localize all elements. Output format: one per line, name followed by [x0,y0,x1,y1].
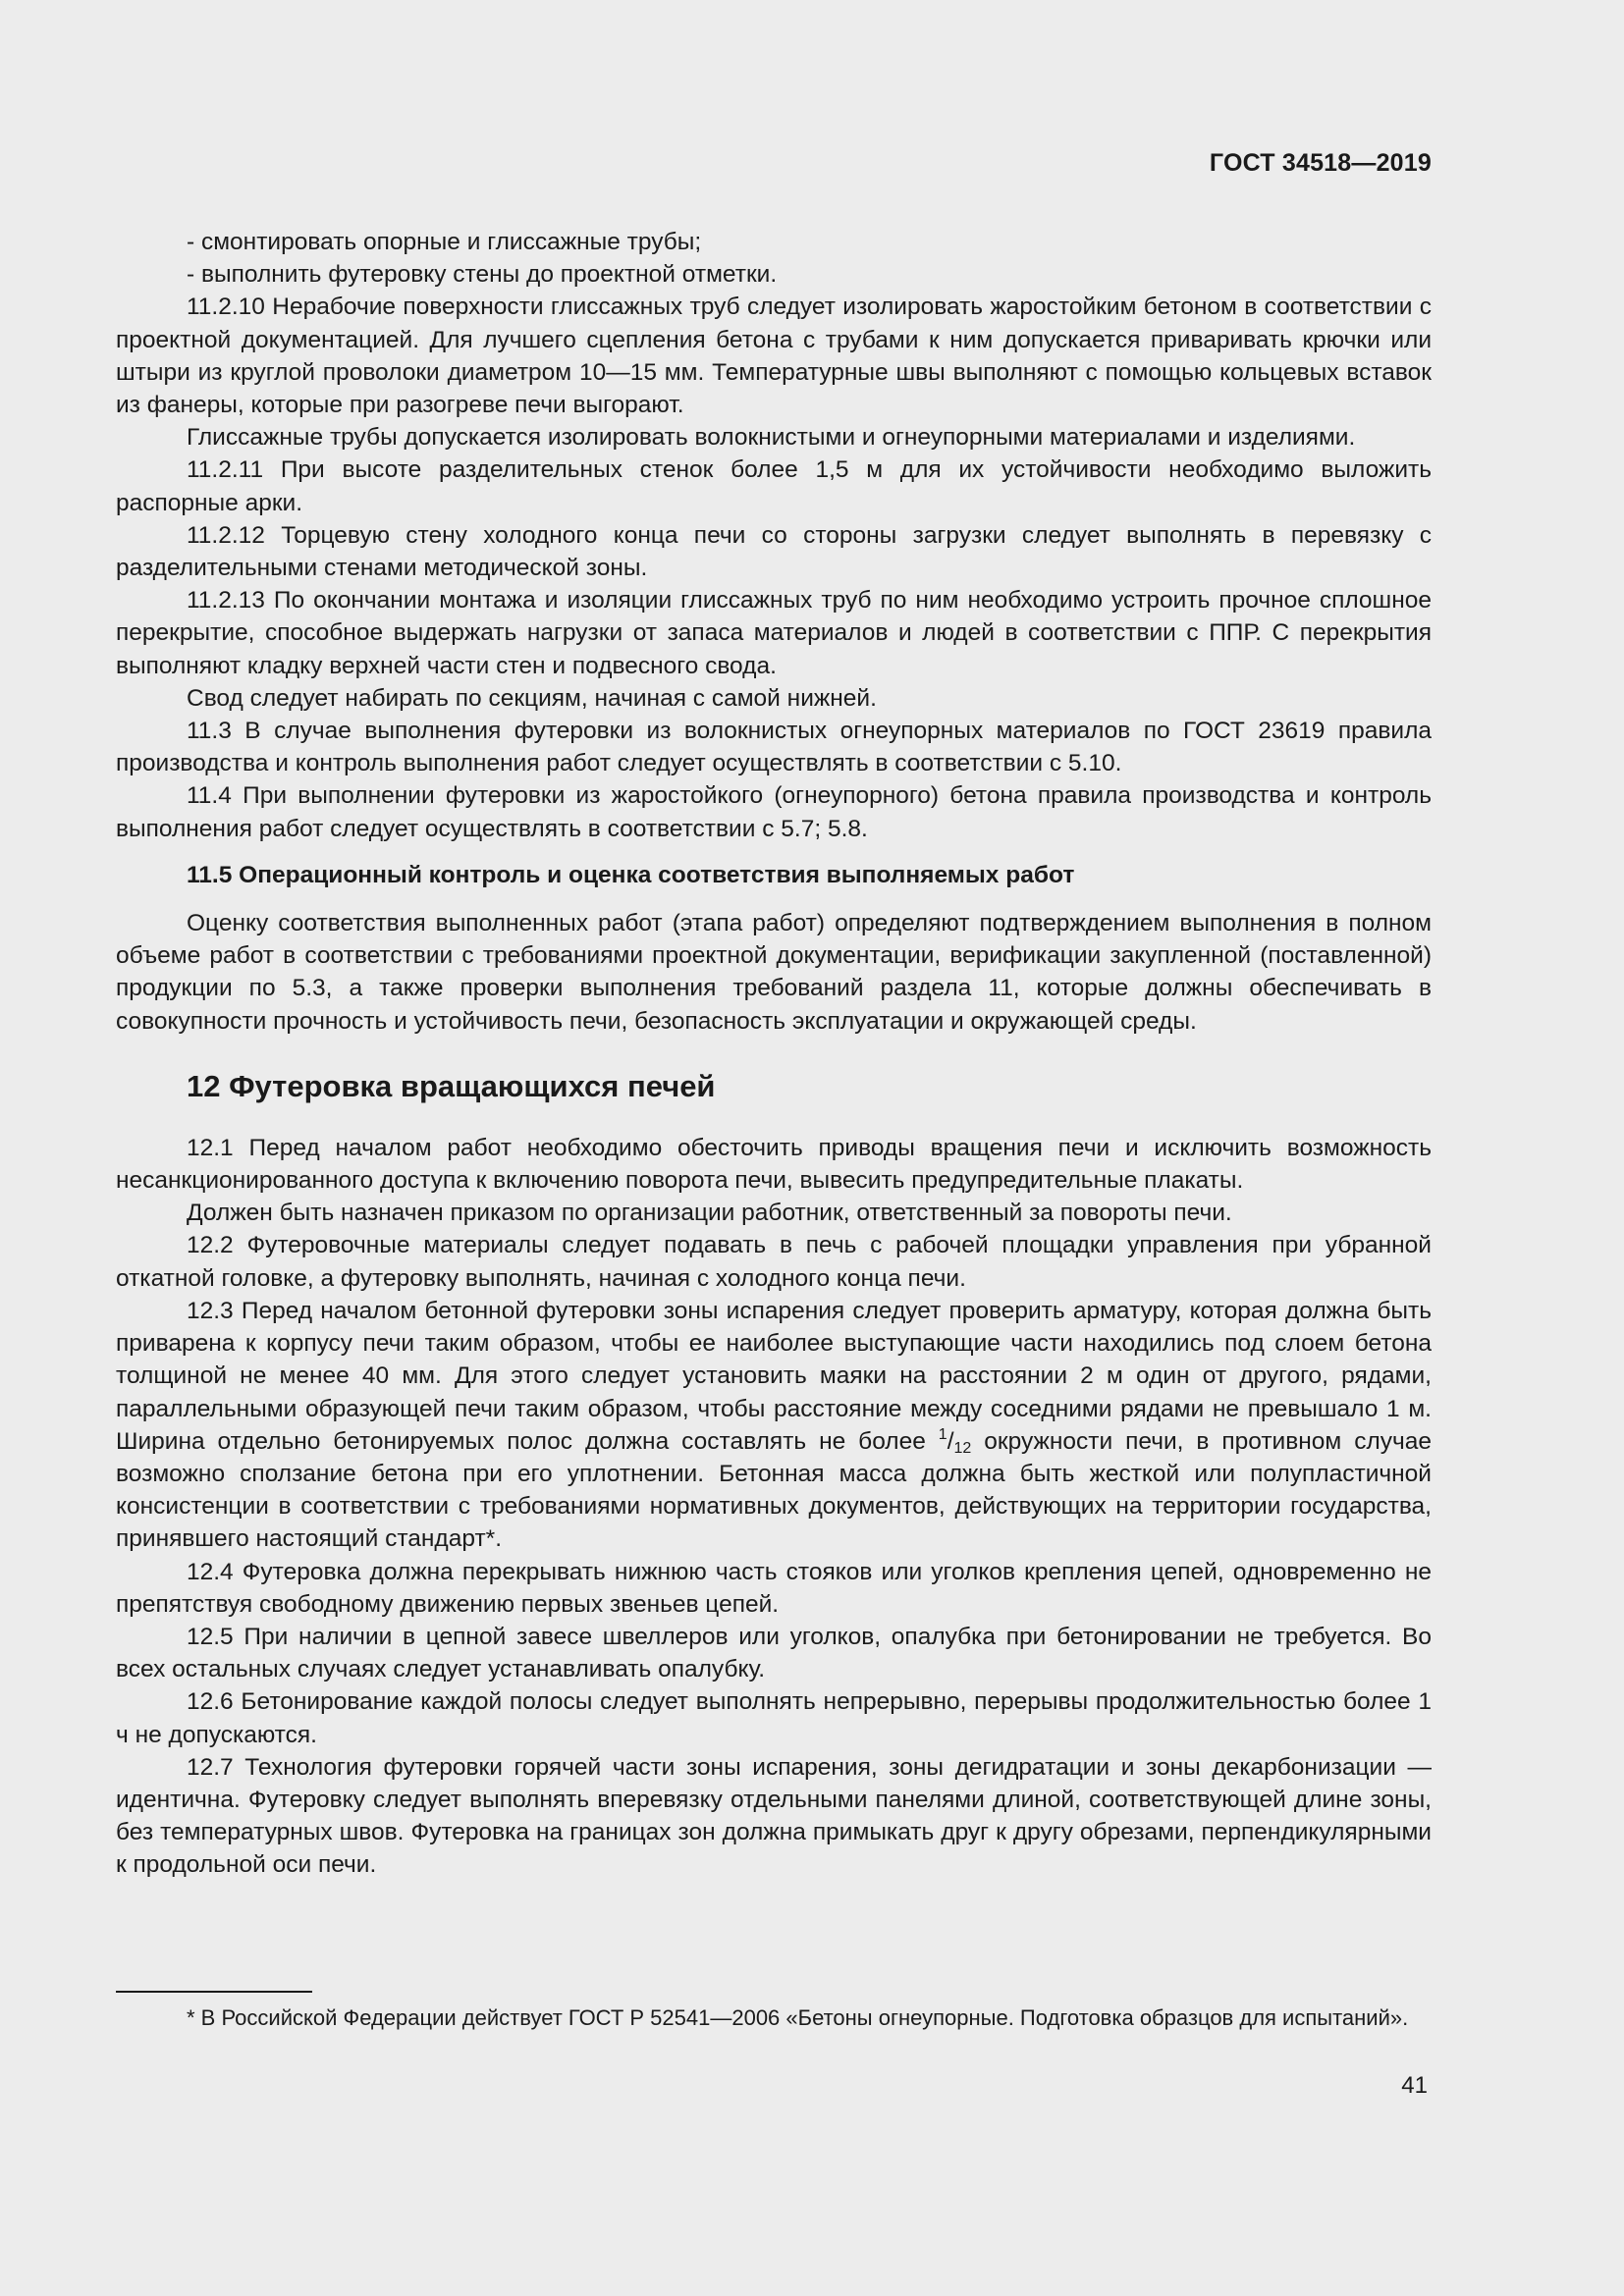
list-item-wall-lining: - выполнить футеровку стены до проектной отметки. [187,261,778,289]
paragraph-11-4: 11.4 При выполнении футеровки из жаростойкого (огнеупорного) бетона правила производства и контроль выполнения работ следует осуществлять в соответствии с 5.7; 5.8. [116,782,1432,842]
paragraph-11-2-11: 11.2.11 При высоте разделительных стенок более 1,5 м для их устойчивости необходимо выложить распорные арки. [116,456,1432,516]
paragraph-11-5: Оценку соответствия выполненных работ (этапа работ) определяют подтверждением выполнения в полном объеме работ в соответствии с требованиями проектной документации, верификации закупленной (поставленной) продукции по 5.3, а также проверки выполнения требований раздела 11, которые должны обеспечивать в совокупности прочность и устойчивость печи, безопасность эксплуатации и окружающей среды. [116,910,1432,1035]
paragraph-11-2-10: 11.2.10 Нерабочие поверхности глиссажных труб следует изолировать жаростойким бетоном в соответствии с проектной документацией. Для лучшего сцепления бетона с трубами к ним допускается приваривать крючки или штыри из круглой проволоки диаметром 10—15 мм. Температурные швы выполняют с помощью кольцевых вставок из фанеры, которые при разогреве печи выгорают. [116,294,1432,419]
document-body [116,226,1432,1882]
fraction-denominator: 12 [953,1439,972,1457]
paragraph-12-4: 12.4 Футеровка должна перекрывать нижнюю часть стояков или уголков крепления цепей, одновременно не препятствуя свободному движению первых звеньев цепей. [116,1558,1432,1618]
paragraph-12-5: 12.5 При наличии в цепной завесе швеллеров или уголков, опалубка при бетонировании не требуется. Во всех остальных случаях следует устанавливать опалубку. [116,1623,1432,1683]
footnote: * В Российской Федерации действует ГОСТ Р 52541—2006 «Бетоны огнеупорные. Подготовка образцов для испытаний». [187,2005,1409,2030]
page-number: 41 [1401,2072,1428,2099]
paragraph-11-3: 11.3 В случае выполнения футеровки из волокнистых огнеупорных материалов по ГОСТ 23619 правила производства и контроль выполнения работ следует осуществлять в соответствии с 5.10. [116,718,1432,777]
paragraph-12-6: 12.6 Бетонирование каждой полосы следует выполнять непрерывно, перерывы продолжительностью более 1 ч не допускаются. [116,1688,1432,1748]
document-code-header: ГОСТ 34518—2019 [1209,149,1432,177]
paragraph-vault-sections: Свод следует набирать по секциям, начиная с самой нижней. [187,684,877,712]
paragraph-glissage-insulation: Глиссажные трубы допускается изолировать волокнистыми и огнеупорными материалами и изделиями. [187,424,1356,452]
paragraph-responsible-worker: Должен быть назначен приказом по организации работник, ответственный за повороты печи. [187,1200,1232,1227]
subsection-title-11-5: 11.5 Операционный контроль и оценка соответствия выполняемых работ [187,861,1075,888]
footnote-divider [116,1991,312,1993]
fraction-separator: / [947,1427,954,1455]
paragraph-12-7: 12.7 Технология футеровки горячей части зоны испарения, зоны дегидратации и зоны декарбонизации — идентична. Футеровку следует выполнять вперевязку отдельными панелями длиной, соответствующей длине зоны, без температурных швов. Футеровка на границах зон должна примыкать друг к другу обрезами, перпендикулярными к продольной оси печи. [116,1753,1432,1879]
list-item-install-pipes: - смонтировать опорные и глиссажные трубы; [187,229,702,255]
paragraph-11-2-12: 11.2.12 Торцевую стену холодного конца печи со стороны загрузки следует выполнять в перевязку с разделительными стенами методической зоны. [116,521,1432,582]
paragraph-12-3-start: 12.3 Перед началом бетонной футеровки зоны испарения следует проверить арматуру, которая должна быть приварена к корпусу печи таким образом, чтобы ее наиболее выступающие части находились под слоем бетона толщиной не менее 40 мм. Для этого следует установить маяки на расстоянии 2 м один от другого, рядами, параллельными образующей печи таким образом, чтобы расстояние между соседними рядами не превышало 1 м. Ширина отдельно бетонируемых полос должна составлять не более [116,1297,1432,1455]
paragraph-12-3 [116,1295,1432,1556]
paragraph-12-3-end: окружности печи, в противном случае возможно сползание бетона при его уплотнении. Бетонная масса должна быть жесткой или полупластичной консистенции в соответствии с требованиями нормативных документов, действующих на территории государства, принявшего настоящий стандарт*. [116,1427,1433,1553]
paragraph-11-2-13: 11.2.13 По окончании монтажа и изоляции глиссажных труб по ним необходимо устроить прочное сплошное перекрытие, способное выдержать нагрузки от запаса материалов и людей в соответствии с ППР. С перекрытия выполняют кладку верхней части стен и подвесного свода. [116,587,1432,679]
paragraph-12-2: 12.2 Футеровочные материалы следует подавать в печь с рабочей площадки управления при убранной откатной головке, а футеровку выполнять, начиная с холодного конца печи. [116,1232,1432,1292]
section-title-12: 12 Футеровка вращающихся печей [187,1068,716,1103]
paragraph-12-1: 12.1 Перед началом работ необходимо обесточить приводы вращения печи и исключить возможность несанкционированного доступа к включению поворота печи, вывесить предупредительные плакаты. [116,1134,1432,1195]
fraction-numerator: 1 [938,1425,947,1443]
